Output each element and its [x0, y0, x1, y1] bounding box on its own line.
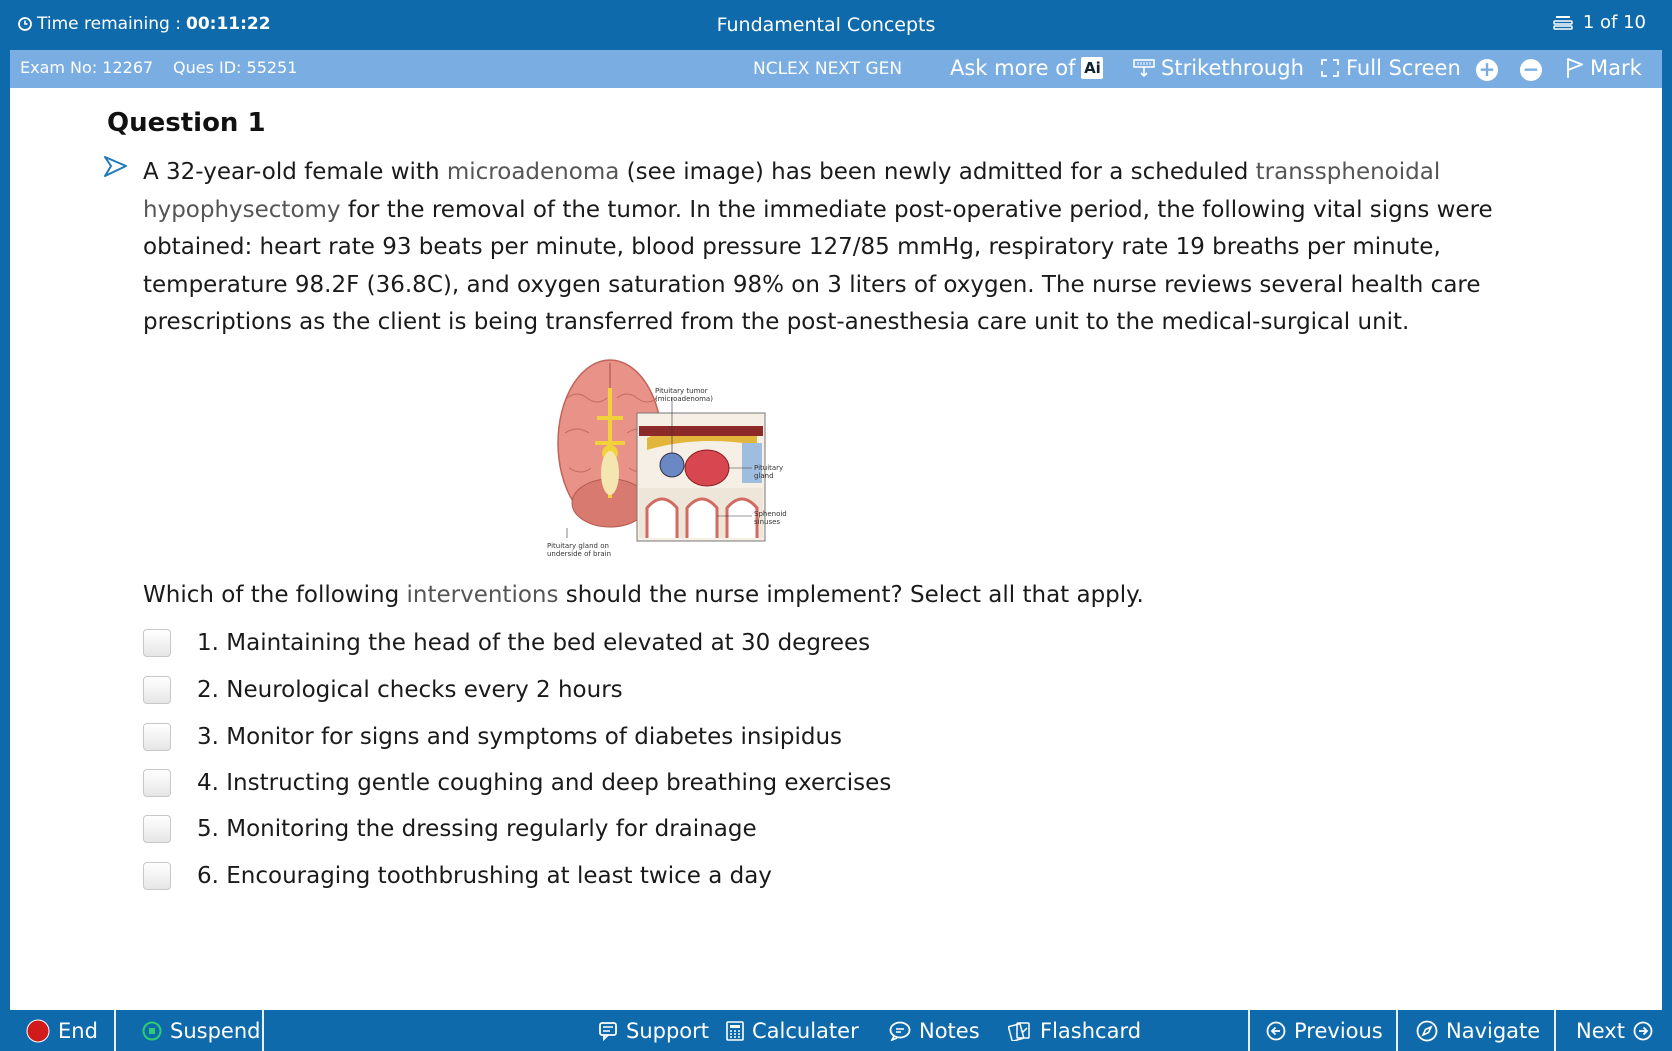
calculator-label: Calculater — [752, 1018, 859, 1043]
next-label: Next — [1576, 1018, 1625, 1043]
ask-ai-button[interactable] — [950, 56, 1103, 80]
term-transsphenoidal-hypophysectomy[interactable]: transsphenoidal hypophysectomy — [143, 159, 1441, 223]
end-button[interactable] — [26, 1010, 98, 1051]
pointer-arrow-icon — [104, 155, 128, 179]
notes-label: Notes — [919, 1018, 980, 1043]
notes-button[interactable] — [889, 1010, 980, 1051]
timer-label: Time remaining : — [37, 14, 181, 34]
question-stem — [143, 154, 1583, 342]
flashcard-button[interactable] — [1008, 1010, 1141, 1051]
top-bar — [0, 0, 1672, 50]
arrow-left-icon — [1266, 1021, 1286, 1041]
pituitary-brain-illustration — [547, 358, 797, 568]
next-button[interactable] — [1576, 1010, 1653, 1051]
timer-value: 00:11:22 — [185, 14, 271, 34]
answer-checkbox-5[interactable] — [143, 815, 171, 843]
answer-checkbox-2[interactable] — [143, 676, 171, 704]
question-id: Ques ID: 55251 — [173, 58, 298, 77]
footer-divider — [114, 1010, 116, 1051]
ai-badge-icon: Ai — [1081, 57, 1103, 79]
end-label: End — [58, 1018, 98, 1043]
flashcard-icon — [1008, 1021, 1032, 1041]
footer-divider — [262, 1010, 264, 1051]
suspend-button[interactable] — [142, 1010, 260, 1051]
question-list-icon[interactable] — [1553, 15, 1573, 31]
question-prompt — [143, 582, 1144, 608]
zoom-out-icon[interactable]: − — [1520, 59, 1542, 81]
app-title: Fundamental Concepts — [716, 14, 936, 36]
question-counter — [1553, 12, 1646, 33]
answer-option-5[interactable] — [143, 814, 1043, 844]
question-panel — [10, 88, 1662, 1010]
navigate-button[interactable] — [1416, 1010, 1540, 1051]
answer-label-1: 1. Maintaining the head of the bed elevated at 30 degrees — [197, 630, 871, 656]
answer-option-3[interactable] — [143, 722, 1043, 752]
full-screen-button[interactable] — [1320, 56, 1461, 80]
question-count: 1 of 10 — [1582, 12, 1646, 33]
flashcard-label: Flashcard — [1040, 1018, 1142, 1043]
footer-divider — [1554, 1010, 1556, 1051]
support-chat-icon — [598, 1021, 618, 1041]
bottom-bar — [0, 1010, 1672, 1051]
previous-label: Previous — [1294, 1018, 1383, 1043]
stem-text-3: for the removal of the tumor. In the immediate post-operative period, the following vital signs were obtained: heart rate 93 beats per minute, blood pressure 127/85 mmHg, respiratory rate 19 breaths per minute, temperature 98.2F (36.8C), and oxygen saturation 98% on 3 liters of oxygen. The nurse reviews several health care prescriptions as the client is being transferred from the post-anesthesia care unit to the medical-surgical unit. — [143, 196, 1493, 336]
strikethrough-icon — [1133, 58, 1155, 78]
figure-label-tumor: Pituitary tumor (microadenoma) — [655, 387, 713, 403]
answer-label-4: 4. Instructing gentle coughing and deep breathing exercises — [197, 770, 892, 796]
answer-option-4[interactable] — [143, 768, 1043, 798]
footer-divider — [1248, 1010, 1250, 1051]
exam-toolbar — [10, 50, 1662, 88]
arrow-right-icon — [1633, 1021, 1653, 1041]
suspend-label: Suspend — [170, 1018, 261, 1043]
prompt-text-1: Which of the following — [143, 582, 407, 608]
exam-mode-label: NCLEX NEXT GEN — [753, 59, 903, 79]
question-title: Question 1 — [107, 108, 266, 138]
flag-icon — [1566, 57, 1584, 79]
mark-button[interactable] — [1566, 56, 1642, 80]
strikethrough-button[interactable] — [1133, 56, 1304, 80]
exam-number: Exam No: 12267 — [20, 58, 154, 77]
answer-checkbox-3[interactable] — [143, 723, 171, 751]
notes-icon — [889, 1021, 911, 1041]
answer-checkbox-6[interactable] — [143, 862, 171, 890]
term-microadenoma[interactable]: microadenoma — [446, 159, 620, 185]
answer-option-2[interactable] — [143, 675, 1043, 705]
stop-icon — [26, 1019, 50, 1043]
answer-checkbox-4[interactable] — [143, 769, 171, 797]
answer-checkbox-1[interactable] — [143, 629, 171, 657]
prompt-text-2: should the nurse implement? Select all that apply. — [558, 582, 1144, 608]
figure-label-sinuses: Sphenoid sinuses — [754, 510, 787, 526]
suspend-icon — [142, 1021, 162, 1041]
mark-label: Mark — [1590, 56, 1642, 80]
navigate-label: Navigate — [1446, 1018, 1541, 1043]
previous-button[interactable] — [1266, 1010, 1383, 1051]
stem-text-1: A 32-year-old female with — [143, 159, 447, 185]
ask-ai-label: Ask more of — [950, 56, 1076, 80]
full-screen-label: Full Screen — [1346, 56, 1461, 80]
stem-text-2: (see image) has been newly admitted for a scheduled — [619, 159, 1256, 185]
footer-divider — [1396, 1010, 1398, 1051]
support-button[interactable] — [598, 1010, 709, 1051]
calculator-button[interactable] — [726, 1010, 859, 1051]
answer-label-2: 2. Neurological checks every 2 hours — [197, 677, 623, 703]
answer-label-5: 5. Monitoring the dressing regularly for drainage — [197, 816, 757, 842]
answer-option-6[interactable] — [143, 861, 1043, 891]
compass-icon — [1416, 1020, 1438, 1042]
support-label: Support — [626, 1018, 710, 1043]
answer-label-3: 3. Monitor for signs and symptoms of diabetes insipidus — [197, 724, 843, 750]
zoom-in-icon[interactable]: + — [1476, 59, 1498, 81]
strikethrough-label: Strikethrough — [1161, 56, 1304, 80]
full-screen-icon — [1320, 58, 1340, 78]
figure-label-underside: Pituitary gland on underside of brain — [547, 542, 612, 558]
figure-label-gland: Pituitary gland — [754, 464, 784, 480]
answer-label-6: 6. Encouraging toothbrushing at least twice a day — [197, 863, 772, 889]
calculator-icon — [726, 1021, 744, 1041]
answer-option-1[interactable] — [143, 628, 1043, 658]
term-interventions[interactable]: interventions — [406, 582, 559, 608]
